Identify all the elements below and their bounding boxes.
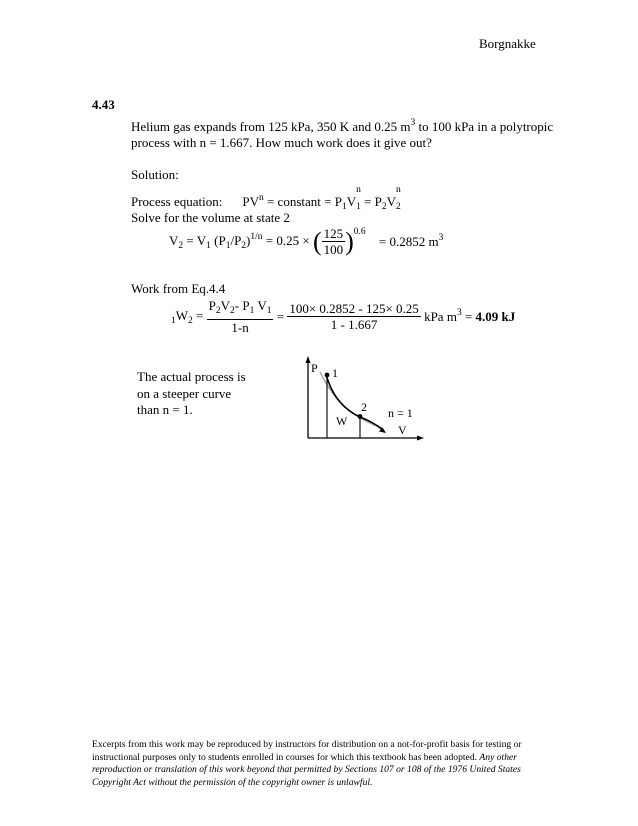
- work-text: Work from Eq.4.4: [131, 281, 226, 296]
- work-formula-fraction: $\frac{P_2V_2- P_1 V_1}{1-n}$: [208, 298, 272, 335]
- p-axis-arrow-icon: [306, 356, 311, 363]
- v2-equation: $V_2 = V_1$ $(P_1/P_2)^{1/n} = 0.25$ × ( $\frac{125}{100}$ )0.6 = 0.2852 $m^3$: [169, 226, 444, 257]
- work-area-label: W: [336, 414, 348, 428]
- v-axis-label: V: [398, 423, 407, 437]
- polytropic-process-curve: [326, 374, 384, 431]
- solve-text: Solve for the volume at state 2: [131, 210, 290, 225]
- process-note: The actual process is on a steeper curve than n = 1.: [137, 369, 246, 417]
- isothermal-reference-curve: [320, 372, 382, 428]
- state1-label: 1: [332, 366, 338, 380]
- process-equation: Process equation: $PV^n$ = constant = $P_1V_1$ n = $P_2V_2$ n: [131, 185, 401, 212]
- copyright-footer: Excerpts from this work may be reproduced by instructors for distribution on a not-for-profit basis for testing or instructional purposes only to students enrolled in courses for which this textbook has been adopted. Any other reproduction or translation of this work beyond that permitted by Sections 107 or 108 of the 1976 United States Copyright Act without the permission of the copyright owner is unlawful.: [92, 739, 522, 788]
- state1-point: [325, 373, 330, 378]
- state2-label: 2: [361, 400, 367, 414]
- v-axis-arrow-icon: [417, 436, 424, 441]
- problem-number: 4.43: [92, 97, 115, 112]
- problem-statement-line1: Helium gas expands from 125 kPa, 350 K and 0.25 $m^3$ to 100 kPa in a polytropic: [131, 118, 554, 134]
- pressure-ratio-fraction: $\frac{125}{100}$: [323, 226, 344, 257]
- state2-point: [358, 414, 363, 419]
- pv-diagram: [290, 352, 430, 444]
- author-header: Borgnakke: [479, 36, 536, 51]
- solution-heading: Solution:: [131, 167, 179, 182]
- n-equals-1-label: n = 1: [388, 406, 413, 420]
- work-numeric-fraction: $\frac{100\times 0.2852 - 125\times 0.25}{1 - 1.667}$: [289, 301, 419, 332]
- problem-statement-line2: process with n = 1.667. How much work does it give out?: [131, 135, 432, 150]
- work-result: 4.09 kJ: [475, 309, 516, 324]
- p-axis-label: P: [311, 361, 318, 375]
- work-equation: $_1W_2$ = $\frac{P_2V_2- P_1 V_1}{1-n}$ = $\frac{100\times 0.2852 - 125\times 0.25}{1 - 1.667}$ kPa $m^3 = 4.09$ kJ: [171, 298, 516, 335]
